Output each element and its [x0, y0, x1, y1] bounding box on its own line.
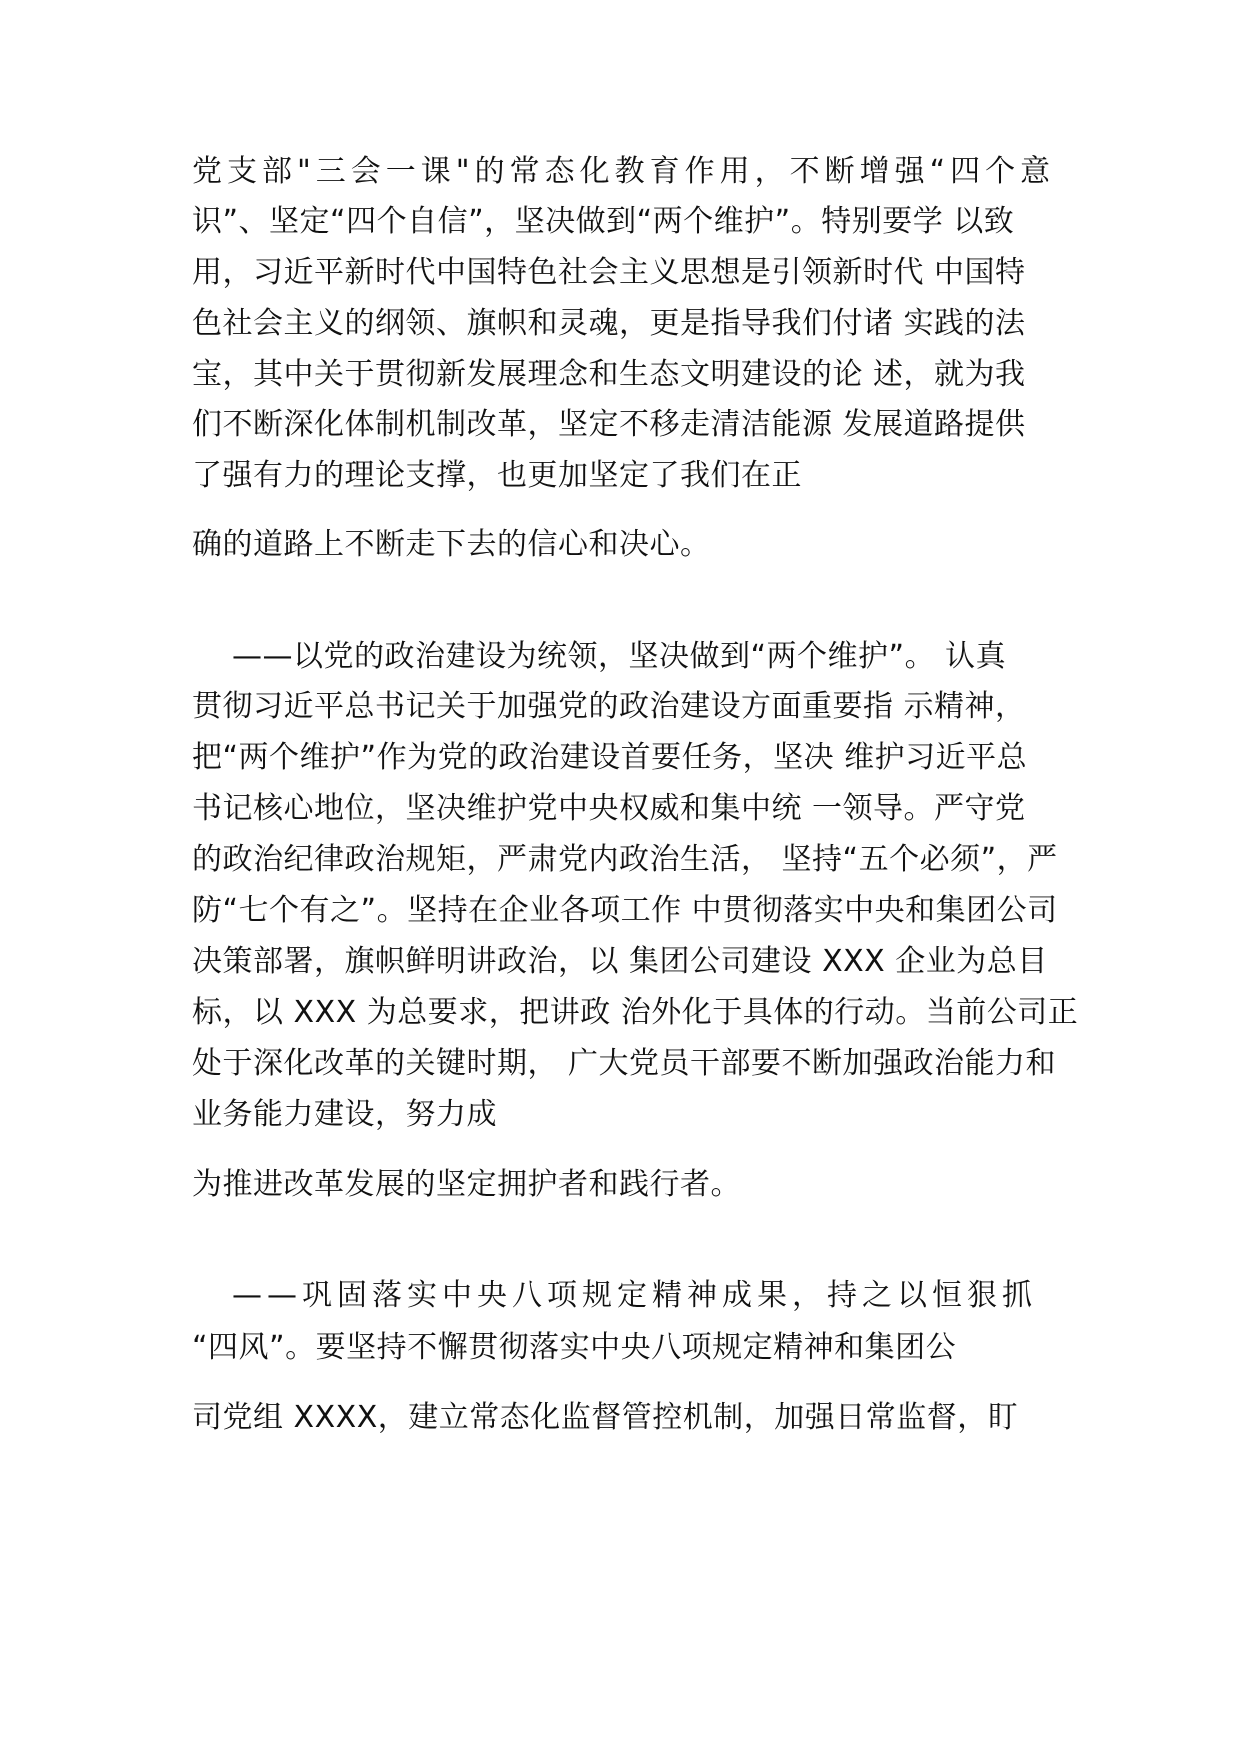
paragraph-2-line-7: 决策部署，旗帜鲜明讲政治，以 集团公司建设 XXX 企业为总目: [192, 944, 1048, 979]
paragraph-3-line-2: “四风”。要坚持不懈贯彻落实中央八项规定精神和集团公: [192, 1330, 957, 1365]
paragraph-1-line-4: 色社会主义的纲领、旗帜和灵魂，更是指导我们付诸 实践的法: [192, 306, 1026, 341]
paragraph-2-line-10: 业务能力建设，努力成: [192, 1097, 497, 1132]
paragraph-2-line-8: 标，以 XXX 为总要求，把讲政 治外化于具体的行动。当前公司正: [192, 995, 1079, 1030]
paragraph-1-line-2: 识”、坚定“四个自信”，坚决做到“两个维护”。特别要学 以致: [192, 204, 1015, 239]
paragraph-2-line-1: ——以党的政治建设为统领，坚决做到“两个维护”。 认真: [232, 639, 1007, 674]
paragraph-3-line-1: ——巩固落实中央八项规定精神成果，持之以恒狠抓: [232, 1278, 1037, 1313]
paragraph-1-line-5: 宝，其中关于贯彻新发展理念和生态文明建设的论 述，就为我: [192, 357, 1026, 392]
paragraph-3-line-3: 司党组 XXXX，建立常态化监督管控机制，加强日常监督，盯: [192, 1400, 1019, 1435]
paragraph-1-line-3: 用，习近平新时代中国特色社会主义思想是引领新时代 中国特: [192, 255, 1026, 290]
paragraph-2-line-11: 为推进改革发展的坚定拥护者和践行者。: [192, 1167, 741, 1202]
paragraph-1-line-1: 党支部"三会一课"的常态化教育作用，不断增强“四个意: [192, 154, 1056, 189]
paragraph-2-line-9: 处于深化改革的关键时期， 广大党员干部要不断加强政治能力和: [192, 1046, 1057, 1081]
paragraph-1-line-7: 了强有力的理论支撑，也更加坚定了我们在正: [192, 458, 802, 493]
paragraph-2-line-4: 书记核心地位，坚决维护党中央权威和集中统 一领导。严守党: [192, 791, 1026, 826]
paragraph-2-line-6: 防“七个有之”。坚持在企业各项工作 中贯彻落实中央和集团公司: [192, 893, 1058, 928]
paragraph-2-line-5: 的政治纪律政治规矩，严肃党内政治生活， 坚持“五个必须”，严: [192, 842, 1058, 877]
paragraph-2-line-3: 把“两个维护”作为党的政治建设首要任务，坚决 维护习近平总: [192, 740, 1028, 775]
paragraph-2-line-2: 贯彻习近平总书记关于加强党的政治建设方面重要指 示精神，: [192, 689, 1026, 724]
paragraph-1-line-6: 们不断深化体制机制改革，坚定不移走清洁能源 发展道路提供: [192, 407, 1026, 442]
paragraph-1-line-8: 确的道路上不断走下去的信心和决心。: [192, 527, 711, 562]
